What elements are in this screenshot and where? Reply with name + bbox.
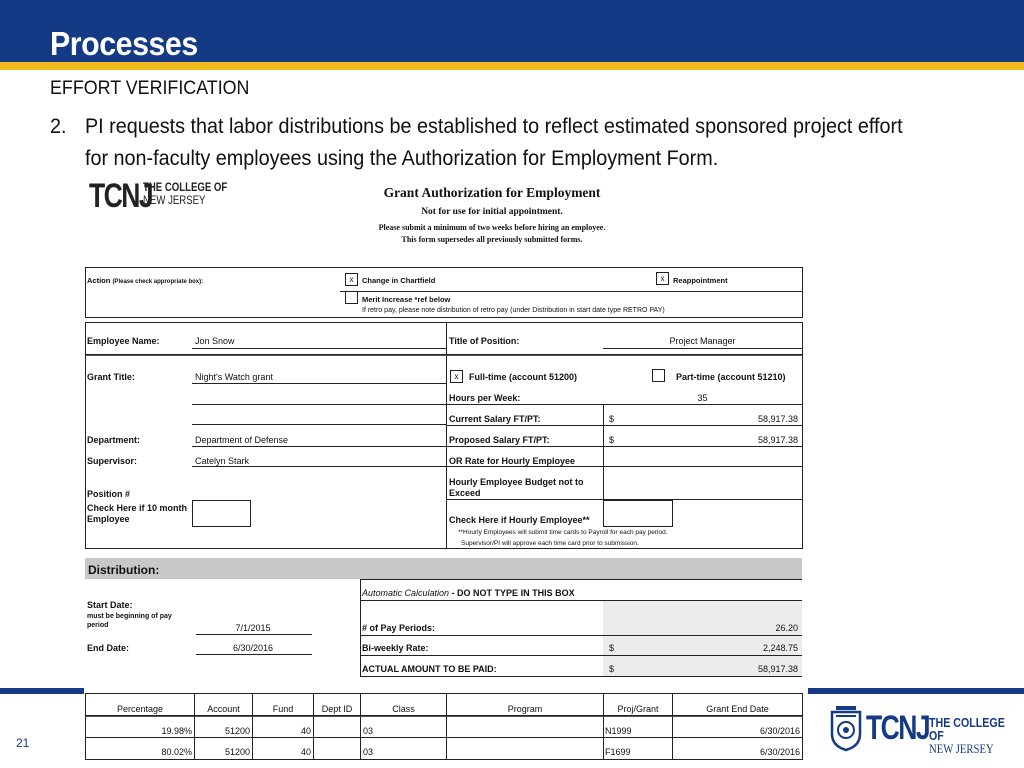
hours-value[interactable]: 35 <box>697 393 708 403</box>
biweekly-label: Bi-weekly Rate: <box>362 643 429 653</box>
form-logo-line2: NEW JERSEY <box>143 193 206 207</box>
college-seal-icon <box>828 704 864 752</box>
rule <box>192 404 446 405</box>
change-chartfield-label: Change in Chartfield <box>362 276 436 285</box>
start-date-hint-2: period <box>87 622 109 629</box>
table-header: Account <box>207 704 240 714</box>
merit-increase-label: Merit Increase *ref below <box>362 295 451 304</box>
slide-title: Processes <box>50 25 198 62</box>
rule <box>85 267 86 318</box>
footer-logo-mark: TCNJ <box>866 709 930 747</box>
form-logo-wordmark <box>143 181 227 207</box>
start-date-hint-1: must be beginning of pay <box>87 613 172 620</box>
table-cell[interactable]: 03 <box>363 726 374 736</box>
footer-rule-left <box>0 688 84 694</box>
start-date-label: Start Date: <box>87 600 133 610</box>
table-header: Program <box>507 704 543 714</box>
slide-subtitle: EFFORT VERIFICATION <box>50 78 250 99</box>
rule <box>85 737 803 738</box>
step-text: PI requests that labor distributions be established to reflect estimated sponsored project effort for non-faculty employees using the Authorization for Employment Form. <box>84 114 903 170</box>
biweekly-currency: $ <box>609 643 615 653</box>
rule <box>85 322 86 549</box>
rule <box>192 466 446 467</box>
table-cell[interactable]: N1999 <box>605 726 632 736</box>
footer-logo-line1: THE COLLEGE OF <box>929 715 1005 743</box>
rule <box>196 634 312 635</box>
form-note-3: This form supersedes all previously submitted forms. <box>401 235 583 244</box>
full-time-checkbox[interactable]: x <box>450 370 463 383</box>
table-header: Proj/Grant <box>617 704 659 714</box>
change-chartfield-checkbox[interactable]: x <box>345 273 358 286</box>
employee-name-value[interactable]: Jon Snow <box>195 336 235 346</box>
rule <box>192 383 446 384</box>
form-logo-line1: THE COLLEGE OF <box>143 180 228 194</box>
start-date-value[interactable]: 7/1/2015 <box>235 623 271 633</box>
budget-label-2: Exceed <box>449 488 481 498</box>
form-logo-mark: TCNJ <box>89 177 153 215</box>
table-header: Grant End Date <box>706 704 769 714</box>
rule <box>447 446 802 447</box>
table-cell[interactable]: 03 <box>363 747 374 757</box>
ten-month-label-2: Employee <box>87 514 130 524</box>
auto-calc-warning: - DO NOT TYPE IN THIS BOX <box>451 588 575 598</box>
action-label <box>87 276 203 285</box>
current-salary-value[interactable]: 58,917.38 <box>757 414 798 424</box>
action-label-text: Action <box>87 276 111 285</box>
proposed-salary-currency: $ <box>609 435 615 445</box>
current-salary-currency: $ <box>609 414 615 424</box>
actual-amount-currency: $ <box>609 664 615 674</box>
rule <box>86 355 802 356</box>
ten-month-label-1: Check Here if 10 month <box>87 503 188 513</box>
table-cell[interactable]: 40 <box>300 726 311 736</box>
retro-pay-note: If retro pay, please note distribution of retro pay (under Distribution in start date type RETRO PAY) <box>362 307 665 314</box>
footer-rule-right <box>808 688 1024 694</box>
rule <box>85 548 803 549</box>
table-cell[interactable]: 80.02% <box>161 747 192 757</box>
rule <box>361 635 802 636</box>
rule <box>446 322 447 549</box>
proposed-salary-label: Proposed Salary FT/PT: <box>449 435 550 445</box>
position-number-label: Position # <box>87 489 131 499</box>
table-cell[interactable]: 6/30/2016 <box>759 726 800 736</box>
rule <box>85 267 803 268</box>
rule <box>447 425 802 426</box>
footer-logo-line2: NEW JERSEY <box>929 741 994 756</box>
end-date-label: End Date: <box>87 643 130 653</box>
rule <box>192 348 446 349</box>
rule <box>85 317 803 318</box>
current-salary-label: Current Salary FT/PT: <box>449 414 541 424</box>
position-title-label: Title of Position: <box>449 336 520 346</box>
step-number: 2. <box>50 114 67 138</box>
table-header: Fund <box>272 704 294 714</box>
part-time-label: Part-time (account 51210) <box>676 372 786 382</box>
table-cell[interactable]: 19.98% <box>161 726 192 736</box>
rule <box>340 291 802 292</box>
rule <box>85 322 803 323</box>
form-note-2: Please submit a minimum of two weeks before hiring an employee. <box>378 223 606 232</box>
table-cell[interactable]: 51200 <box>224 726 250 736</box>
hours-label: Hours per Week: <box>449 393 521 403</box>
distribution-header-bar <box>85 558 802 579</box>
supervisor-value[interactable]: Catelyn Stark <box>195 456 250 466</box>
table-cell[interactable]: 40 <box>300 747 311 757</box>
end-date-value[interactable]: 6/30/2016 <box>232 643 274 653</box>
rule <box>802 267 803 318</box>
department-value[interactable]: Department of Defense <box>195 435 289 445</box>
rule <box>603 348 802 349</box>
position-title-value[interactable]: Project Manager <box>669 336 736 346</box>
rule <box>85 716 803 717</box>
rule <box>361 600 802 601</box>
grant-title-value[interactable]: Night's Watch grant <box>195 372 273 382</box>
form-note-1: Not for use for initial appointment. <box>421 207 563 217</box>
employee-name-label: Employee Name: <box>87 336 160 346</box>
table-cell[interactable]: 6/30/2016 <box>759 747 800 757</box>
budget-label-1: Hourly Employee Budget not to <box>449 477 584 487</box>
proposed-salary-value[interactable]: 58,917.38 <box>757 435 798 445</box>
biweekly-value: 2,248.75 <box>762 643 798 653</box>
rule <box>802 322 803 549</box>
rule <box>447 404 802 405</box>
rule <box>603 404 604 499</box>
rule <box>361 655 802 656</box>
grant-title-label: Grant Title: <box>87 372 135 382</box>
footer-logo-wordmark <box>929 716 1007 755</box>
hourly-checkbox[interactable] <box>603 500 673 527</box>
page-number: 21 <box>16 736 30 750</box>
full-time-label: Full-time (account 51200) <box>469 372 578 382</box>
supervisor-label: Supervisor: <box>87 456 138 466</box>
table-header: Dept ID <box>321 704 353 714</box>
merit-increase-checkbox[interactable] <box>345 291 358 304</box>
or-rate-label: OR Rate for Hourly Employee <box>449 456 576 466</box>
ten-month-checkbox[interactable] <box>192 500 251 527</box>
rule <box>802 693 803 760</box>
form-title: Grant Authorization for Employment <box>383 185 601 200</box>
hourly-note-1: **Hourly Employees will submit time cards to Payroll for each pay period. <box>458 529 668 536</box>
rule <box>447 466 802 467</box>
department-label: Department: <box>87 435 141 445</box>
rule <box>192 424 446 425</box>
rule <box>85 693 803 694</box>
hourly-note-2: Supervisor/PI will approve each time card prior to submission. <box>461 540 639 547</box>
action-hint: (Please check appropriate box): <box>112 279 204 285</box>
reappointment-label: Reappointment <box>673 276 728 285</box>
pay-periods-label: # of Pay Periods: <box>362 623 436 633</box>
auto-calc-label <box>362 588 575 598</box>
auto-calc-title: Automatic Calculation <box>362 588 450 598</box>
rule <box>196 654 312 655</box>
distribution-header: Distribution: <box>88 563 160 577</box>
table-header: Class <box>392 704 415 714</box>
rule <box>192 446 446 447</box>
actual-amount-value: 58,917.38 <box>757 664 798 674</box>
part-time-checkbox[interactable] <box>652 369 665 382</box>
actual-amount-label: ACTUAL AMOUNT TO BE PAID: <box>362 664 497 674</box>
pay-periods-value: 26.20 <box>775 623 798 633</box>
table-cell[interactable]: 51200 <box>224 747 250 757</box>
reappointment-checkbox[interactable]: x <box>656 272 669 285</box>
table-header: Percentage <box>116 704 164 714</box>
rule <box>85 759 803 760</box>
table-cell[interactable]: F1699 <box>605 747 631 757</box>
hourly-check-label: Check Here if Hourly Employee** <box>449 515 590 525</box>
